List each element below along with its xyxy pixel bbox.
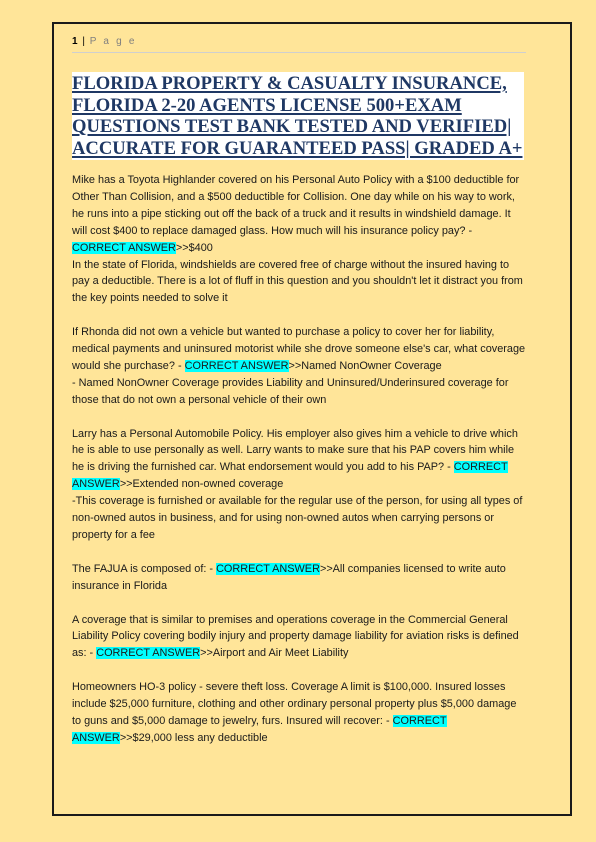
title-box — [72, 72, 524, 160]
qa-block — [72, 561, 528, 595]
question: A coverage that is similar to premises and operations coverage in the Commercial General Liability Policy covering bodily injury and property damage liability for aviation risks is defined as: - — [72, 613, 519, 660]
document-title-line: FLORIDA PROPERTY & CASUALTY INSURANCE, — [72, 73, 507, 94]
qa-block — [72, 679, 528, 747]
qa-block — [72, 172, 528, 307]
page-header — [72, 35, 526, 53]
question-text — [72, 612, 528, 663]
question: Larry has a Personal Automobile Policy. His employer also gives him a vehicle to drive which he is able to use personally as well. Larry wants to make sure that his PAP covers him while he is driving the furnished car. What endorsement would you add to his PAP? - — [72, 427, 518, 474]
document-title-line: QUESTIONS TEST BANK TESTED AND VERIFIED| — [72, 116, 512, 137]
answer: >>All companies licensed to write auto insurance in Florida — [72, 562, 506, 592]
explanation: -This coverage is furnished or available for the regular use of the person, for using all types of non-owned autos in business, and for using non-owned autos when carrying persons or property for a fee — [72, 495, 523, 541]
question-text — [72, 679, 528, 747]
correct-answer-label: CORRECT ANSWER — [72, 714, 447, 744]
correct-answer-label: CORRECT ANSWER — [72, 241, 176, 254]
document-title-line: FLORIDA 2-20 AGENTS LICENSE 500+EXAM — [72, 94, 462, 116]
question: Homeowners HO-3 policy - severe theft loss. Coverage A limit is $100,000. Insured losses include $25,000 furniture, clothing and other ordinary personal property plus $5,000 damage to guns and $5,000 damage to jewelry, furs. Insured will recover: - — [72, 681, 517, 727]
page-word: P a g e — [89, 36, 137, 47]
qa-block — [72, 612, 528, 663]
qa-block — [72, 426, 528, 544]
page-number: 1 — [72, 36, 78, 47]
answer: >>Named NonOwner Coverage — [288, 359, 442, 372]
question: The FAJUA is composed of: - — [72, 562, 217, 575]
answer: >>$400 — [175, 241, 213, 254]
question-text — [72, 172, 528, 257]
question-text — [72, 426, 528, 494]
question-text — [72, 561, 528, 595]
correct-answer-label: CORRECT ANSWER — [72, 461, 508, 491]
explanation: In the state of Florida, windshields are covered free of charge without the insured having to pay a deductible. There is a lot of fluff in this question and you shouldn't let it distract you from the key points needed to solve it — [72, 258, 523, 305]
correct-answer-label: CORRECT ANSWER — [96, 647, 201, 660]
question: If Rhonda did not own a vehicle but wanted to purchase a policy to cover her for liability, medical payments and uninsured motorist while she drove someone else's car, what coverage would she purchase? - — [72, 326, 526, 372]
question: Mike has a Toyota Highlander covered on his Personal Auto Policy with a $100 deductible for Other Than Collision, and a $500 deductible for Collision. One day while on his way to work, he runs into a pipe sticking out off the back of a truck and it results in windshield damage. It will cost $400 to replace damaged glass. How much will his insurance policy pay? - — [72, 174, 520, 237]
header-separator: | — [82, 36, 85, 47]
answer: >>$29,000 less any deductible — [119, 731, 268, 744]
correct-answer-label: CORRECT ANSWER — [184, 359, 289, 372]
qa-content — [72, 172, 528, 764]
question-text — [72, 324, 528, 375]
answer: >>Airport and Air Meet Liability — [200, 647, 349, 660]
answer: >>Extended non-owned coverage — [119, 478, 284, 491]
correct-answer-label: CORRECT ANSWER — [216, 562, 320, 575]
document-title-line: ACCURATE FOR GUARANTEED PASS| GRADED A+ — [72, 137, 523, 159]
qa-block — [72, 324, 528, 409]
explanation: - Named NonOwner Coverage provides Liability and Uninsured/Underinsured coverage for those that do not own a personal vehicle of their own — [72, 376, 509, 406]
